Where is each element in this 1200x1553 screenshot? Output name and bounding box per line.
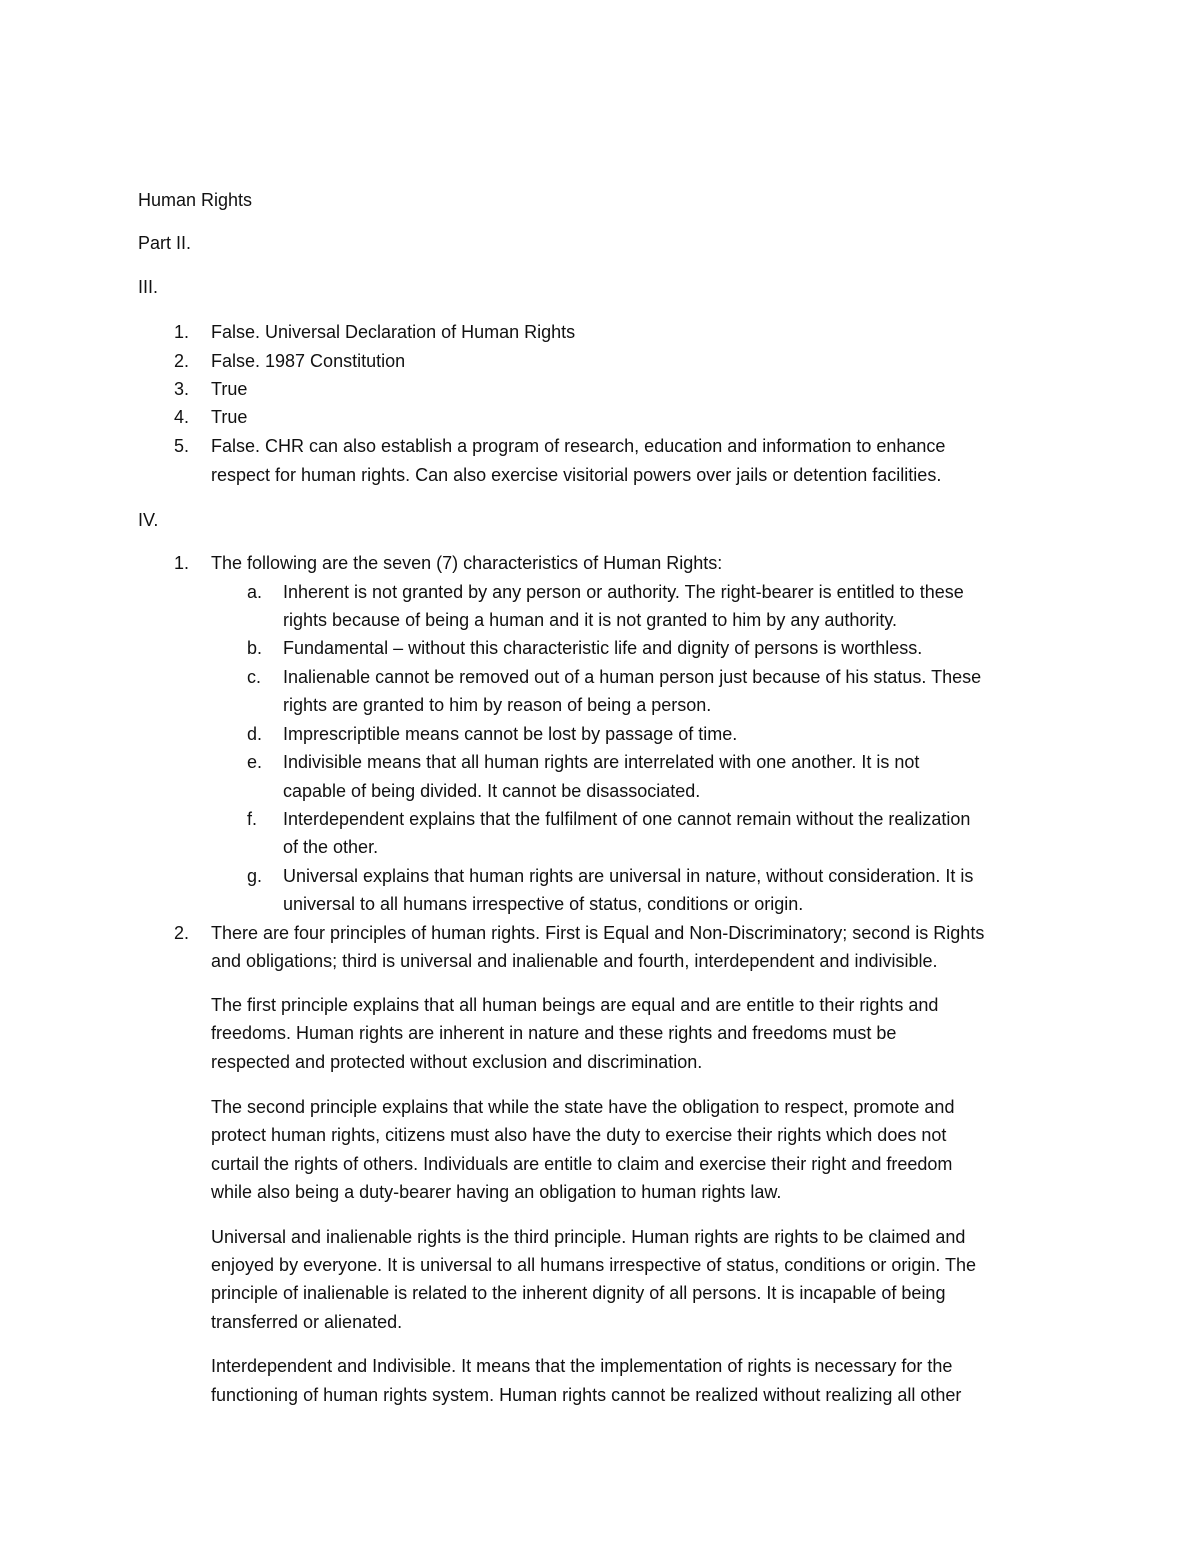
sublist-letter: a.: [247, 582, 263, 602]
paragraph-line: freedoms. Human rights are inherent in nature and these rights and freedoms must be: [211, 1023, 897, 1043]
section-iv-heading: IV.: [138, 510, 159, 530]
sublist-item-text: Inherent is not granted by any person or authority. The right-bearer is entitled to these: [283, 582, 964, 602]
paragraph-line: The first principle explains that all human beings are equal and are entitle to their rights and: [211, 995, 939, 1015]
sublist-item-text: Universal explains that human rights are universal in nature, without consideration. It is: [283, 866, 974, 886]
document-title: Human Rights: [138, 190, 253, 210]
paragraph-line: enjoyed by everyone. It is universal to all humans irrespective of status, conditions or origin. The: [211, 1255, 977, 1275]
list-number: 2.: [174, 351, 190, 371]
sublist-letter: f.: [247, 809, 258, 829]
list-item-text: False. 1987 Constitution: [211, 351, 406, 371]
list-number: 4.: [174, 407, 190, 427]
part-label: Part II.: [138, 233, 192, 253]
list-item-text: True: [211, 407, 248, 427]
sublist-item-text: Interdependent explains that the fulfilment of one cannot remain without the realization: [283, 809, 971, 829]
sublist-item-text: universal to all humans irrespective of status, conditions or origin.: [283, 894, 804, 914]
list-item-text: and obligations; third is universal and inalienable and fourth, interdependent and indivisible.: [211, 951, 938, 971]
paragraph-line: functioning of human rights system. Human rights cannot be realized without realizing all other: [211, 1385, 962, 1405]
list-number: 1.: [174, 553, 190, 573]
paragraph-line: protect human rights, citizens must also have the duty to exercise their rights which does not: [211, 1125, 947, 1145]
paragraph-line: respected and protected without exclusion and discrimination.: [211, 1052, 703, 1072]
list-number: 1.: [174, 322, 190, 342]
list-number: 3.: [174, 379, 190, 399]
paragraph-line: curtail the rights of others. Individuals are entitle to claim and exercise their right and freedom: [211, 1154, 953, 1174]
sublist-item-text: rights because of being a human and it is not granted to him by any authority.: [283, 610, 898, 630]
sublist-item-text: Imprescriptible means cannot be lost by passage of time.: [283, 724, 738, 744]
sublist-letter: b.: [247, 638, 263, 658]
sublist-item-text: rights are granted to him by reason of being a person.: [283, 695, 712, 715]
list-number: 2.: [174, 923, 190, 943]
paragraph-line: principle of inalienable is related to the inherent dignity of all persons. It is incapable of being: [211, 1283, 946, 1303]
list-item-text: respect for human rights. Can also exercise visitorial powers over jails or detention facilities.: [211, 465, 942, 485]
list-number: 5.: [174, 436, 190, 456]
list-item-text: There are four principles of human rights. First is Equal and Non-Discriminatory; second is Rights: [211, 923, 985, 943]
sublist-letter: c.: [247, 667, 262, 687]
list-item-text: False. Universal Declaration of Human Rights: [211, 322, 576, 342]
sublist-item-text: Fundamental – without this characteristic life and dignity of persons is worthless.: [283, 638, 923, 658]
sublist-item-text: of the other.: [283, 837, 379, 857]
paragraph-line: transferred or alienated.: [211, 1312, 403, 1332]
paragraph-line: Interdependent and Indivisible. It means that the implementation of rights is necessary for the: [211, 1356, 953, 1376]
sublist-letter: g.: [247, 866, 263, 886]
sublist-letter: e.: [247, 752, 263, 772]
paragraph-line: Universal and inalienable rights is the third principle. Human rights are rights to be claimed and: [211, 1227, 966, 1247]
sublist-item-text: Inalienable cannot be removed out of a human person just because of his status. These: [283, 667, 982, 687]
list-item-text: False. CHR can also establish a program of research, education and information to enhance: [211, 436, 946, 456]
section-iii-heading: III.: [138, 277, 159, 297]
list-item-text: True: [211, 379, 248, 399]
sublist-letter: d.: [247, 724, 263, 744]
sublist-item-text: capable of being divided. It cannot be disassociated.: [283, 781, 701, 801]
paragraph-line: while also being a duty-bearer having an obligation to human rights law.: [211, 1182, 782, 1202]
sublist-item-text: Indivisible means that all human rights are interrelated with one another. It is not: [283, 752, 920, 772]
list-item-text: The following are the seven (7) characteristics of Human Rights:: [211, 553, 723, 573]
paragraph-line: The second principle explains that while the state have the obligation to respect, promote and: [211, 1097, 955, 1117]
